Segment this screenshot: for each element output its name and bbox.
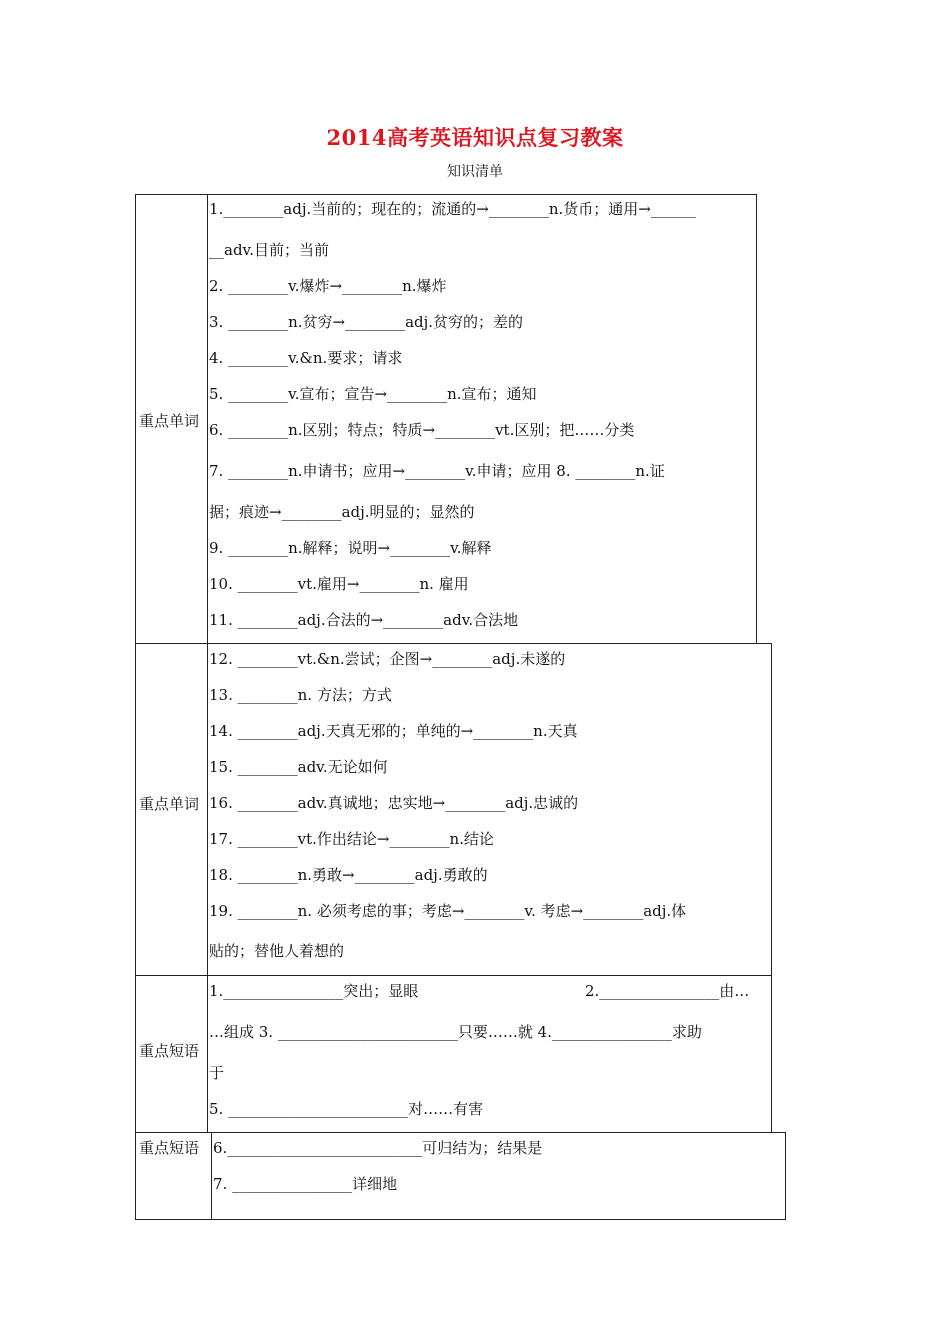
section-1-line: 2. ________v.爆炸→________n.爆炸 [209,277,447,295]
section-divider-4 [211,1132,212,1220]
section-label-3: 重点短语 [139,1042,200,1060]
section-2-line: 12. ________vt.&n.尝试；企图→________adj.未遂的 [209,650,566,668]
section-1-line: 7. ________n.申请书；应用→________v.申请；应用 8. ________n.证 [209,462,665,480]
section-1-line: 10. ________vt.雇用→________n. 雇用 [209,575,469,593]
section-3-line: 2.________________由… [585,982,750,1000]
document-title: 2014高考英语知识点复习教案 [326,125,624,150]
section-4-line: 7. ________________详细地 [213,1175,398,1193]
section-3-line: 于 [209,1064,225,1082]
section-1-line: 3. ________n.贫穷→________adj.贫穷的；差的 [209,313,524,331]
section-label-1: 重点单词 [139,412,200,430]
section-1-line: 11. ________adj.合法的→________adv.合法地 [209,611,519,629]
section-label-4: 重点短语 [139,1139,200,1157]
section-3-line: …组成 3. ________________________只要……就 4.________________求助 [209,1023,702,1041]
section-3-line: 5. ________________________对……有害 [209,1100,484,1118]
section-divider-3 [207,975,208,1133]
section-2-line: 14. ________adj.天真无邪的；单纯的→________n.天真 [209,722,578,740]
section-divider-2 [207,643,208,976]
section-4-line: 6.__________________________可归结为；结果是 [213,1139,543,1157]
section-1-line: 5. ________v.宣布；宣告→________n.宣布；通知 [209,385,537,403]
section-1-line: 9. ________n.解释；说明→________v.解释 [209,539,492,557]
section-2-line: 贴的；替他人着想的 [209,942,345,960]
section-label-2: 重点单词 [139,795,200,813]
section-2-line: 19. ________n. 必须考虑的事；考虑→________v. 考虑→________adj.体 [209,902,687,920]
section-divider-1 [207,194,208,644]
section-2-line: 16. ________adv.真诚地；忠实地→________adj.忠诚的 [209,794,579,812]
section-1-line: 4. ________v.&n.要求；请求 [209,349,403,367]
section-2-line: 13. ________n. 方法；方式 [209,686,392,704]
document-subtitle: 知识清单 [447,164,503,180]
section-3-line: 1.________________突出；显眼 [209,982,419,1000]
section-1-line: 据；痕迹→________adj.明显的；显然的 [209,503,475,521]
section-1-line: 1.________adj.当前的；现在的；流通的→________n.货币；通用→______ [209,200,696,218]
section-1-line: __adv.目前；当前 [209,241,330,259]
section-1-line: 6. ________n.区别；特点；特质→________vt.区别；把……分类 [209,421,635,439]
section-2-line: 15. ________adv.无论如何 [209,758,388,776]
section-2-line: 18. ________n.勇敢→________adj.勇敢的 [209,866,488,884]
section-2-line: 17. ________vt.作出结论→________n.结论 [209,830,494,848]
